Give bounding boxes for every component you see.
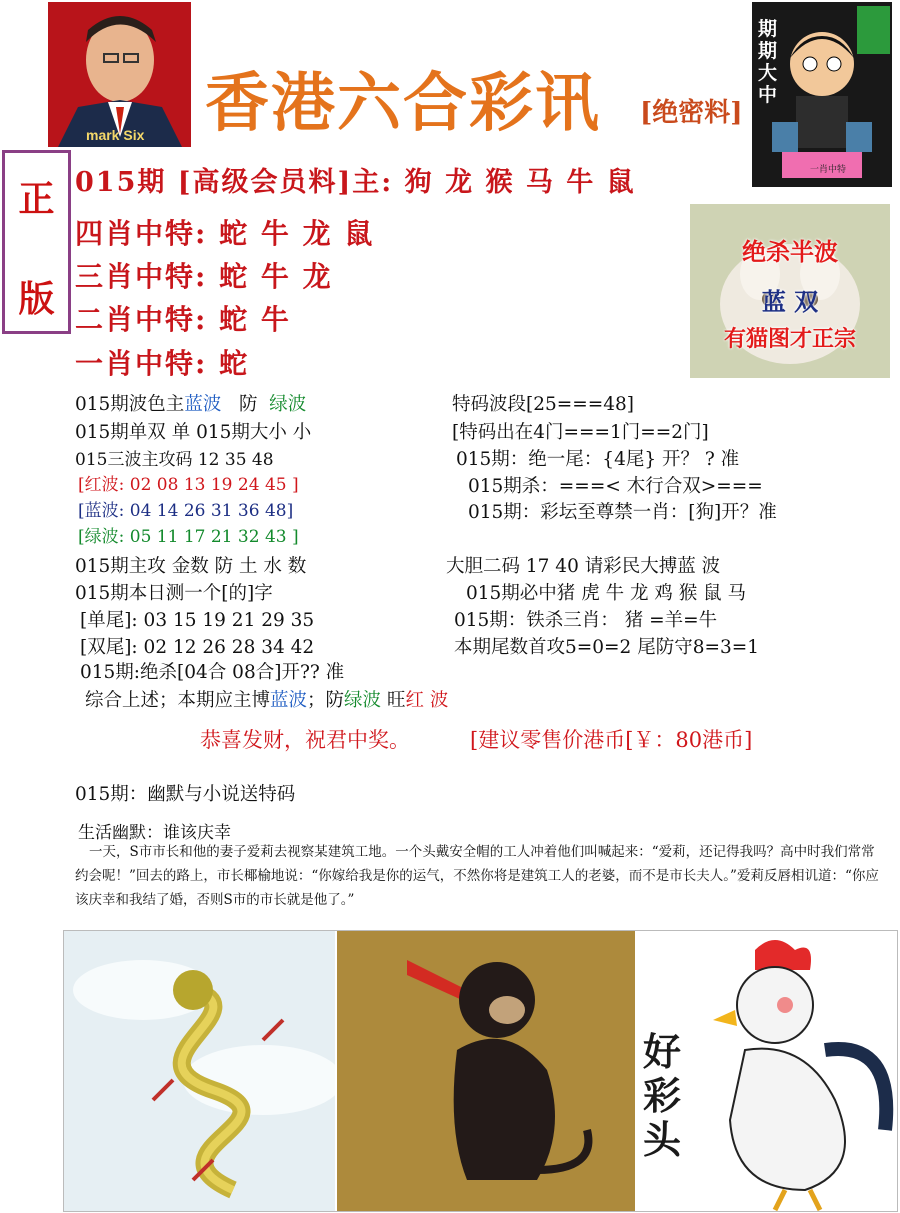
red-wave-numbers: [红波: 02 08 13 19 24 45 ] [78, 475, 299, 495]
iron-kill-three: 015期：铁杀三肖： 猪 =羊=牛 [454, 610, 718, 631]
special-code-gate: [特码出在4门===1门==2门] [452, 422, 709, 443]
kill-combo-prediction: 015期杀：===< 木行合双>=== [468, 476, 763, 497]
double-tail-numbers: [双尾]: 02 12 26 28 34 42 [80, 637, 315, 658]
summary-red-wave: 红 波 [405, 690, 449, 711]
mascot-cartoon [752, 2, 892, 187]
humor-section-title: 015期：幽默与小说送特码 [75, 784, 296, 805]
two-zodiac-pick: 二肖中特: 蛇 牛 [75, 303, 291, 336]
wave-color-line [75, 390, 306, 416]
retail-price: [建议零售价港币[￥：80港币] [470, 728, 753, 752]
cat-kill-box [690, 204, 890, 378]
cat-authentic-note: 有猫图才正宗 [723, 326, 856, 352]
green-wave-numbers: [绿波: 05 11 17 21 32 43 ] [78, 527, 299, 547]
humor-subtitle: 生活幽默：谁该庆幸 [78, 823, 231, 843]
congrats-text: 恭喜发财，祝君中奖。 [200, 728, 410, 752]
special-code-segment: 特码波段[25===48] [452, 394, 635, 415]
mark-six-logo-text: mark Six [86, 127, 145, 143]
wave-color-prefix: 015期波色主 [75, 394, 185, 415]
one-zodiac-pick: 一肖中特: 蛇 [75, 347, 250, 380]
tail-attack-defense: 本期尾数首攻5=0=2 尾防守8=3=1 [454, 637, 760, 658]
bold-two-codes: 大胆二码 17 40 请彩民大搏蓝 波 [446, 556, 721, 577]
mascot-slogan: 期期大中 [758, 18, 778, 106]
summary-blue-wave: 蓝波 [270, 690, 308, 711]
daily-char-test: 015期本日测一个[的]字 [75, 583, 273, 604]
image-strip-frame [63, 930, 898, 1212]
three-zodiac-pick: 三肖中特: 蛇 牛 龙 [75, 260, 333, 293]
wave-guard-green: 绿波 [269, 394, 307, 415]
summary-prosper-label: 旺 [381, 690, 406, 711]
summary-prefix: 综合上述；本期应主博 [85, 690, 271, 711]
good-luck-brush-text: 好彩头 [643, 1029, 682, 1162]
three-wave-codes: 015三波主攻码 12 35 48 [75, 450, 274, 470]
title-tag: [绝密料] [640, 98, 743, 128]
humor-story: 一天，S市市长和他的妻子爱莉去视察某建筑工地。一个头戴安全帽的工人冲着他们叫喊起来：“爱莉，还记得我吗？高中时我们常常约会呢！”回去的路上，市长椰榆地说：“你嫁给我是你的运气，不然你将是建筑工人的老婆，而不是市长夫人。”爱莉反唇相讥道：“你应该庆幸和我结了婚，否则S市的市长就是他了。” [75, 844, 879, 908]
official-version-badge [2, 150, 71, 334]
summary-line [85, 686, 448, 712]
forbidden-zodiac: 015期：彩坛至尊禁一肖：[狗]开？准 [468, 502, 777, 523]
main-attack-line: 015期主攻 金数 防 土 水 数 [75, 556, 307, 577]
wave-main-blue: 蓝波 [184, 394, 222, 415]
page-title: 香港六合彩讯 [205, 66, 601, 141]
mascot-sign: 一肖中特 [810, 165, 847, 175]
four-zodiac-pick: 四肖中特: 蛇 牛 龙 鼠 [75, 217, 375, 250]
summary-guard-label: ；防 [307, 690, 345, 711]
mark-six-host-photo [48, 2, 191, 147]
must-hit-zodiacs: 015期必中猪 虎 牛 龙 鸡 猴 鼠 马 [466, 583, 746, 604]
odd-even-size-line: 015期单双 单 015期大小 小 [75, 422, 312, 443]
summary-green-wave: 绿波 [344, 690, 382, 711]
wave-guard-label: 防 [238, 394, 258, 415]
badge-char-ban: 版 [18, 278, 55, 320]
cat-kill-wave: 蓝 双 [761, 287, 819, 316]
member-main-zodiacs: 015期 [高级会员料]主: 狗 龙 猴 马 牛 鼠 [75, 167, 636, 198]
single-tail-numbers: [单尾]: 03 15 19 21 29 35 [80, 610, 315, 631]
kill-combo-line: 015期:绝杀[04合 08合]开?? 准 [80, 662, 345, 683]
badge-char-zheng: 正 [18, 178, 55, 220]
cat-kill-title: 绝杀半波 [742, 237, 838, 266]
blue-wave-numbers: [蓝波: 04 14 26 31 36 48] [78, 501, 294, 521]
tail-prediction: 015期：绝一尾：{4尾} 开？ ? 准 [456, 449, 740, 470]
